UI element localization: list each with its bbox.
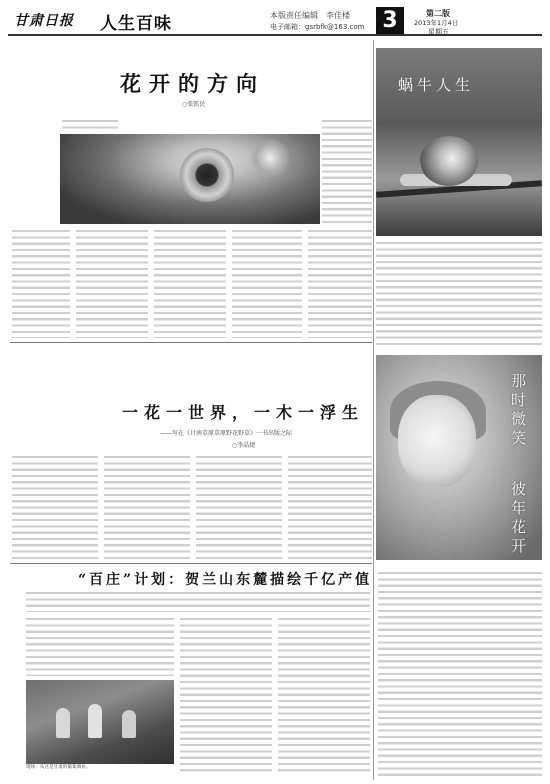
article1-text-col2 [76, 228, 148, 338]
photo-vertical-title-top: 那时微笑 [509, 373, 527, 449]
article1-text-col3 [154, 228, 226, 338]
divider-rule-2 [10, 563, 372, 564]
child-photo [376, 355, 542, 560]
article3-text-col1 [26, 616, 174, 676]
person-shape [88, 704, 102, 738]
article1-text-col1 [12, 228, 70, 338]
flower-photo [60, 134, 320, 224]
masthead [8, 6, 542, 36]
page-number: 3 [376, 7, 404, 34]
article1-text-col4 [232, 228, 302, 338]
issue-weekday: 星期五 [428, 28, 449, 36]
snail-panel-title: 蜗牛人生 [398, 76, 475, 94]
divider-rule [10, 342, 372, 343]
article1-text-right-top [322, 118, 372, 224]
article2-subtitle: ——写在《甘南草原草原野花野草》一书出版之际 [160, 430, 293, 437]
sunflower-shape [180, 148, 234, 202]
article2-text-col1 [12, 454, 98, 560]
article1-text-col5 [308, 228, 372, 338]
snail-photo [376, 48, 542, 236]
email-line: 电子邮箱：gsrbfk@163.com [270, 23, 365, 31]
winery-photo [26, 680, 174, 764]
article1-byline: ○张凯民 [182, 101, 206, 108]
photo-vertical-title-bottom: 彼年花开 [509, 481, 527, 557]
article1-text-lead [62, 118, 118, 130]
person-shape [56, 708, 70, 738]
article3-title: “百庄”计划：贺兰山东麓描绘千亿产值 [78, 572, 373, 588]
article2-title: 一花一世界，一木一浮生 [122, 403, 365, 422]
face-shape [398, 395, 476, 487]
blossom-shape [250, 138, 290, 178]
newspaper-logo: 甘肃日报 [14, 13, 74, 29]
article2-text-col4 [288, 454, 372, 560]
winery-photo-caption: 现场：从这是甘肃的葡萄酒业。 [26, 765, 91, 770]
child-article-text [378, 570, 542, 778]
section-title: 人生百味 [100, 14, 172, 34]
article2-text-col2 [104, 454, 190, 560]
snail-panel-text [376, 240, 542, 348]
column-rule [373, 40, 374, 780]
snail-shell-shape [420, 136, 478, 186]
article1-title: 花开的方向 [120, 71, 265, 96]
editor-line: 本版责任编辑 李佳楼 [270, 11, 350, 20]
person-shape [122, 710, 136, 738]
issue-date: 2013年1月4日 [414, 19, 459, 27]
edition-label: 第二版 [426, 9, 450, 18]
article3-intro [26, 590, 370, 612]
article3-text-col3 [278, 616, 370, 772]
article2-text-col3 [196, 454, 282, 560]
article3-text-col2 [180, 616, 272, 772]
article2-byline: ○李晶捷 [232, 442, 256, 449]
